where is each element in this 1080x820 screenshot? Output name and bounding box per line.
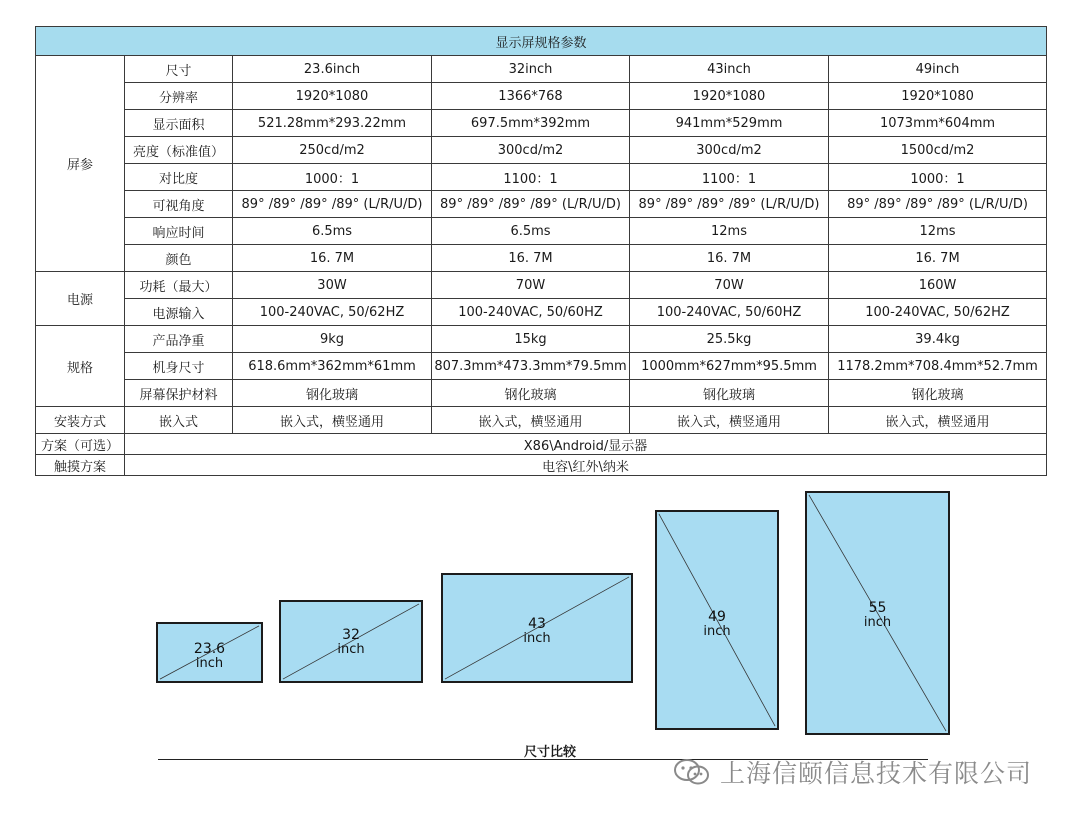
spec-value: 160W bbox=[829, 272, 1047, 299]
screen-size-49 bbox=[655, 510, 779, 730]
row-label: 显示面积 bbox=[125, 110, 233, 137]
screen-size-32 bbox=[279, 600, 423, 683]
spec-value: 6.5ms bbox=[432, 218, 630, 245]
spec-value: 16. 7M bbox=[829, 245, 1047, 272]
spec-value: 9kg bbox=[233, 326, 432, 353]
group-label: 规格 bbox=[36, 326, 125, 407]
wechat-icon bbox=[672, 757, 712, 787]
group-label: 安装方式 bbox=[36, 407, 125, 434]
spec-value: 100-240VAC, 50/60HZ bbox=[630, 299, 829, 326]
spec-value: 300cd/m2 bbox=[630, 137, 829, 164]
size-label: 23.6 bbox=[193, 641, 226, 657]
row-label: 产品净重 bbox=[125, 326, 233, 353]
spec-table bbox=[35, 26, 1047, 476]
spec-value: 钢化玻璃 bbox=[630, 380, 829, 407]
table-row bbox=[36, 299, 1047, 326]
table-row bbox=[36, 407, 1047, 434]
table-row bbox=[36, 164, 1047, 191]
group-label: 电源 bbox=[36, 272, 125, 326]
spec-value: 嵌入式，横竖通用 bbox=[829, 407, 1047, 434]
row-label: 电源输入 bbox=[125, 299, 233, 326]
comparison-caption: 尺寸比较 bbox=[523, 745, 576, 760]
table-row bbox=[36, 137, 1047, 164]
spec-value: 100-240VAC, 50/60HZ bbox=[432, 299, 630, 326]
row-label: 亮度（标准值） bbox=[125, 137, 233, 164]
size-label: 43 bbox=[528, 616, 546, 632]
spec-value: 12ms bbox=[630, 218, 829, 245]
spec-value: 25.5kg bbox=[630, 326, 829, 353]
spec-value: 100-240VAC, 50/62HZ bbox=[829, 299, 1047, 326]
spec-value: 521.28mm*293.22mm bbox=[233, 110, 432, 137]
spec-value: 16. 7M bbox=[432, 245, 630, 272]
spec-value: 43inch bbox=[630, 56, 829, 83]
unit-label: inch bbox=[523, 631, 551, 646]
unit-label: inch bbox=[337, 642, 365, 657]
spec-value: 70W bbox=[432, 272, 630, 299]
screen-size-23-6 bbox=[156, 622, 263, 683]
watermark-text: 上海信颐信息技术有限公司 bbox=[720, 759, 1033, 788]
spec-value: 89° /89° /89° /89° (L/R/U/D) bbox=[630, 191, 829, 218]
row-label: 颜色 bbox=[125, 245, 233, 272]
row-label: 可视角度 bbox=[125, 191, 233, 218]
spec-value: 89° /89° /89° /89° (L/R/U/D) bbox=[432, 191, 630, 218]
spec-value: 618.6mm*362mm*61mm bbox=[233, 353, 432, 380]
spec-value: 30W bbox=[233, 272, 432, 299]
spec-value: 1100：1 bbox=[630, 164, 829, 191]
spec-value: 钢化玻璃 bbox=[432, 380, 630, 407]
spec-value: 1178.2mm*708.4mm*52.7mm bbox=[829, 353, 1047, 380]
spec-value: 1000mm*627mm*95.5mm bbox=[630, 353, 829, 380]
size-label: 55 bbox=[868, 600, 887, 616]
row-label: 分辨率 bbox=[125, 83, 233, 110]
spec-value: 807.3mm*473.3mm*79.5mm bbox=[432, 353, 630, 380]
table-row bbox=[36, 56, 1047, 83]
row-label: 尺寸 bbox=[125, 56, 233, 83]
spec-value: 16. 7M bbox=[233, 245, 432, 272]
spec-value: 1920*1080 bbox=[829, 83, 1047, 110]
unit-label: inch bbox=[703, 624, 731, 639]
unit-label: inch bbox=[863, 615, 892, 630]
screen-size-55 bbox=[805, 491, 950, 735]
table-row bbox=[36, 191, 1047, 218]
table-row bbox=[36, 353, 1047, 380]
spec-value: 1000：1 bbox=[829, 164, 1047, 191]
spec-value: 16. 7M bbox=[630, 245, 829, 272]
group-label: 方案（可选） bbox=[36, 434, 125, 455]
unit-label: inch bbox=[195, 656, 224, 671]
spec-value: 钢化玻璃 bbox=[829, 380, 1047, 407]
row-label: 对比度 bbox=[125, 164, 233, 191]
spec-value: 1920*1080 bbox=[233, 83, 432, 110]
table-row bbox=[36, 218, 1047, 245]
table-row bbox=[36, 380, 1047, 407]
screen-size-43 bbox=[441, 573, 633, 683]
spec-value: 嵌入式，横竖通用 bbox=[630, 407, 829, 434]
row-label: 嵌入式 bbox=[125, 407, 233, 434]
row-label: 功耗（最大） bbox=[125, 272, 233, 299]
spec-value: 1500cd/m2 bbox=[829, 137, 1047, 164]
group-label: 屏参 bbox=[36, 56, 125, 272]
table-row bbox=[36, 455, 1047, 476]
spec-value: 6.5ms bbox=[233, 218, 432, 245]
spec-value: 89° /89° /89° /89° (L/R/U/D) bbox=[829, 191, 1047, 218]
size-label: 49 bbox=[708, 609, 726, 625]
spec-value: 电容\红外\纳米 bbox=[125, 455, 1047, 476]
spec-value: 1366*768 bbox=[432, 83, 630, 110]
row-label: 机身尺寸 bbox=[125, 353, 233, 380]
spec-value: 49inch bbox=[829, 56, 1047, 83]
table-row bbox=[36, 434, 1047, 455]
group-label: 触摸方案 bbox=[36, 455, 125, 476]
spec-value: 1000：1 bbox=[233, 164, 432, 191]
spec-value: 1920*1080 bbox=[630, 83, 829, 110]
spec-value: 嵌入式，横竖通用 bbox=[233, 407, 432, 434]
table-title: 显示屏规格参数 bbox=[36, 27, 1047, 56]
spec-value: 941mm*529mm bbox=[630, 110, 829, 137]
spec-value: 697.5mm*392mm bbox=[432, 110, 630, 137]
spec-value: 100-240VAC, 50/62HZ bbox=[233, 299, 432, 326]
table-row bbox=[36, 245, 1047, 272]
spec-value: 32inch bbox=[432, 56, 630, 83]
spec-value: 嵌入式，横竖通用 bbox=[432, 407, 630, 434]
spec-value: 钢化玻璃 bbox=[233, 380, 432, 407]
table-row bbox=[36, 110, 1047, 137]
size-label: 32 bbox=[342, 627, 360, 643]
spec-value: 300cd/m2 bbox=[432, 137, 630, 164]
watermark bbox=[672, 754, 1032, 790]
spec-value: 39.4kg bbox=[829, 326, 1047, 353]
spec-value: 12ms bbox=[829, 218, 1047, 245]
table-row bbox=[36, 83, 1047, 110]
spec-value: 1073mm*604mm bbox=[829, 110, 1047, 137]
row-label: 屏幕保护材料 bbox=[125, 380, 233, 407]
row-label: 响应时间 bbox=[125, 218, 233, 245]
spec-value: 15kg bbox=[432, 326, 630, 353]
table-row bbox=[36, 326, 1047, 353]
table-row bbox=[36, 272, 1047, 299]
spec-value: 89° /89° /89° /89° (L/R/U/D) bbox=[233, 191, 432, 218]
spec-value: X86\Android/显示器 bbox=[125, 434, 1047, 455]
spec-value: 1100：1 bbox=[432, 164, 630, 191]
spec-value: 70W bbox=[630, 272, 829, 299]
spec-value: 23.6inch bbox=[233, 56, 432, 83]
spec-value: 250cd/m2 bbox=[233, 137, 432, 164]
